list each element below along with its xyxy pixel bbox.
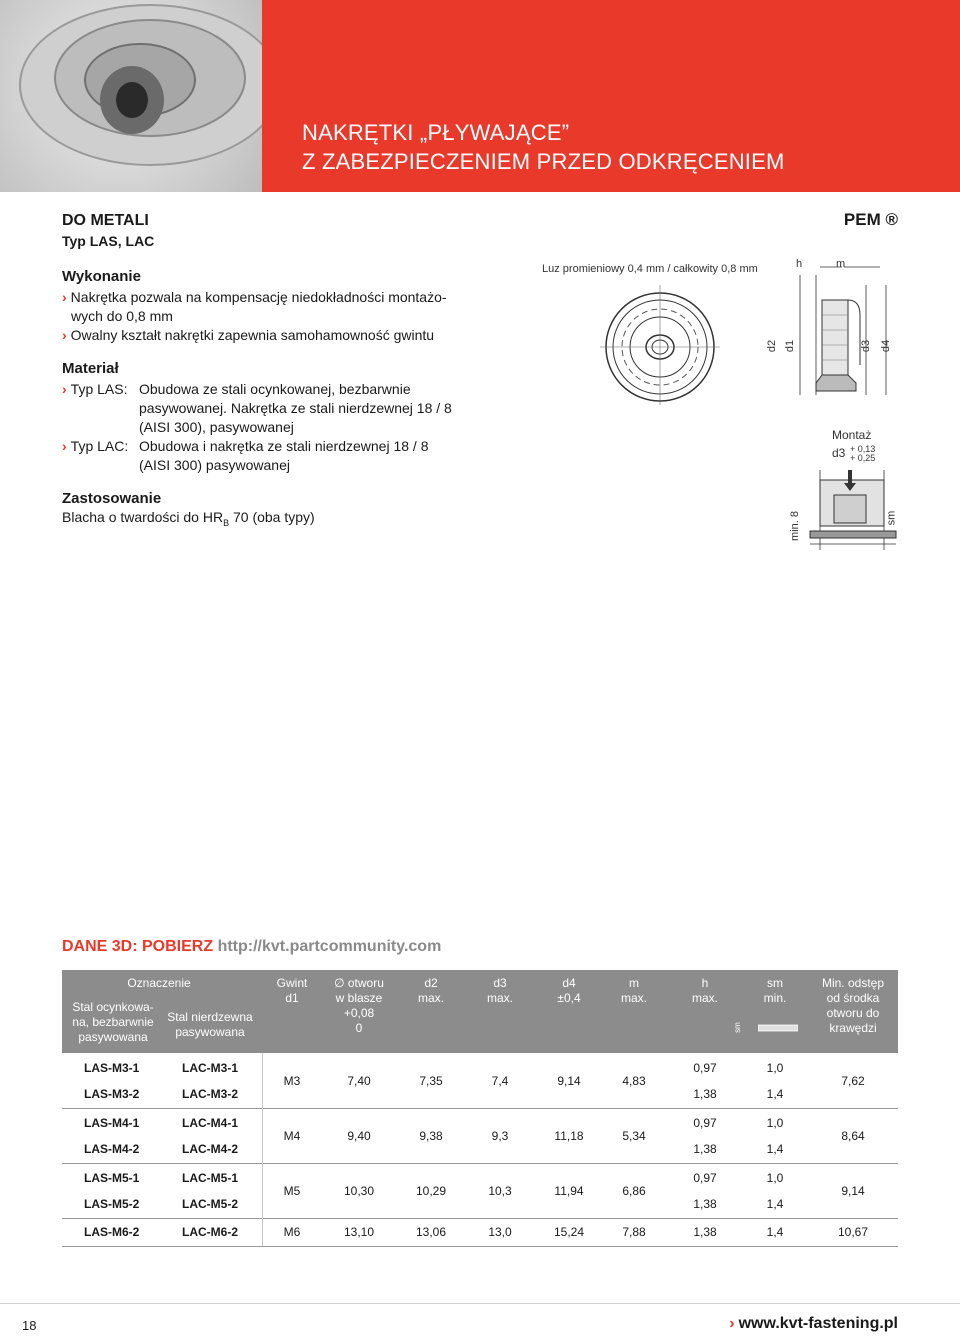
header-m: m max. bbox=[620, 976, 647, 1005]
code-lac: LAC-M6-2 bbox=[182, 1225, 238, 1239]
cell-d2: 9,38 bbox=[419, 1129, 443, 1143]
code-las: LAS-M5-1 bbox=[84, 1171, 140, 1185]
cell-d3: 9,3 bbox=[491, 1129, 509, 1143]
code-lac: LAC-M5-1 bbox=[182, 1171, 238, 1185]
bullet-icon: › bbox=[62, 438, 67, 454]
wykonanie-list bbox=[62, 288, 532, 345]
cell-min: 8,64 bbox=[841, 1129, 865, 1143]
header-d2: d2 max. bbox=[417, 976, 444, 1005]
section-subtitle: Typ LAS, LAC bbox=[62, 233, 155, 249]
table-row-group-m5 bbox=[62, 1163, 898, 1218]
code-las: LAS-M4-1 bbox=[84, 1116, 140, 1130]
cell-h: 0,97 bbox=[693, 1171, 717, 1185]
cell-d4: 11,94 bbox=[554, 1184, 584, 1198]
header-otwor: ∅ otworu w blasze +0,08 0 bbox=[334, 976, 384, 1035]
code-lac: LAC-M5-2 bbox=[182, 1197, 238, 1211]
cell-gwint: M6 bbox=[283, 1225, 301, 1239]
header-d4: d4 ±0,4 bbox=[557, 976, 581, 1005]
cell-m: 7,88 bbox=[622, 1225, 646, 1239]
header-min-odstep: Min. odstęp od środka otworu do krawędzi bbox=[821, 976, 885, 1035]
cell-d4: 15,24 bbox=[553, 1225, 585, 1239]
header-stal-ocynkowana: Stal ocynkowa- na, bezbarwnie pasywowana bbox=[72, 1000, 154, 1044]
cell-m: 4,83 bbox=[622, 1074, 646, 1088]
zastosowanie-heading: Zastosowanie bbox=[62, 490, 162, 507]
code-las: LAS-M6-2 bbox=[84, 1225, 140, 1239]
tolerance-plus: + 0,13 bbox=[850, 444, 876, 454]
cell-sm: 1,4 bbox=[766, 1087, 784, 1101]
header-oznaczenie: Oznaczenie bbox=[127, 976, 191, 990]
montaz-d3: d3 bbox=[832, 446, 846, 460]
montaz-label: Montaż bbox=[832, 428, 872, 442]
code-lac: LAC-M4-2 bbox=[182, 1142, 238, 1156]
cell-otwor: 13,10 bbox=[343, 1225, 375, 1239]
cell-h: 1,38 bbox=[693, 1225, 717, 1239]
wykonanie-heading: Wykonanie bbox=[62, 268, 141, 285]
header-sm: sm min. bbox=[763, 976, 787, 1005]
code-las: LAS-M3-2 bbox=[84, 1087, 140, 1101]
cell-sm: 1,4 bbox=[766, 1142, 784, 1156]
cell-m: 6,86 bbox=[622, 1184, 646, 1198]
footer-site[interactable]: › www.kvt-fastening.pl bbox=[729, 1315, 898, 1332]
cell-d2: 13,06 bbox=[415, 1225, 447, 1239]
cell-h: 1,38 bbox=[693, 1142, 717, 1156]
bullet-icon: › bbox=[62, 289, 67, 305]
cell-sm: 1,0 bbox=[766, 1171, 784, 1185]
code-las: LAS-M4-2 bbox=[84, 1142, 140, 1156]
cell-d3: 13,0 bbox=[488, 1225, 512, 1239]
label-d1: d1 bbox=[784, 339, 797, 353]
wykonanie-item: › Owalny kształt nakrętki zapewnia samohamowność gwintu bbox=[62, 327, 435, 343]
cell-min: 9,14 bbox=[841, 1184, 865, 1198]
table-row-group-m4 bbox=[62, 1108, 898, 1163]
wykonanie-item: › Nakrętka pozwala na kompensację niedokładności montażo- bbox=[62, 289, 447, 305]
cell-d2: 10,29 bbox=[415, 1184, 447, 1198]
product-photo bbox=[0, 0, 262, 192]
bullet-icon: › bbox=[62, 327, 67, 343]
col-divider bbox=[262, 1053, 263, 1246]
page-title-line2: Z ZABEZPIECZENIEM PRZED ODKRĘCENIEM bbox=[302, 149, 785, 174]
cell-min: 7,62 bbox=[841, 1074, 865, 1088]
wykonanie-item-cont: wych do 0,8 mm bbox=[71, 308, 173, 324]
section-title: DO METALI bbox=[62, 212, 149, 229]
page-number: 18 bbox=[22, 1318, 37, 1333]
header-gwint: Gwint d1 bbox=[276, 976, 308, 1005]
table-row-group-m3 bbox=[62, 1053, 898, 1108]
code-lac: LAC-M3-1 bbox=[182, 1061, 238, 1075]
sm-icon-label: sm bbox=[732, 1022, 742, 1033]
drawing-caption: Luz promieniowy 0,4 mm / całkowity 0,8 mm bbox=[542, 263, 758, 275]
cell-d3: 10,3 bbox=[488, 1184, 512, 1198]
nut-top-view-drawing bbox=[600, 285, 720, 405]
label-d2: d2 bbox=[766, 339, 779, 353]
cell-d3: 7,4 bbox=[491, 1074, 509, 1088]
bullet-icon: › bbox=[62, 381, 67, 397]
row-divider bbox=[62, 1246, 898, 1247]
label-d4: d4 bbox=[880, 339, 893, 353]
cell-otwor: 9,40 bbox=[347, 1129, 371, 1143]
cell-sm: 1,4 bbox=[766, 1225, 784, 1239]
cell-m: 5,34 bbox=[622, 1129, 646, 1143]
brand-label: PEM ® bbox=[843, 210, 898, 229]
footer-divider bbox=[0, 1303, 960, 1304]
material-list: › Typ LAS: Obudowa ze stali ocynkowanej, bezbarwnie pasywowanej. Nakrętka ze stali nierdzewnej 18 / 8 (AISI 300), pasywowanej › Typ LAC: Obudowa i nakrętka ze stali nierdzewnej 18 / 8 (AISI 300) pasywowanej bbox=[62, 381, 452, 473]
lac-label: Typ LAC: bbox=[70, 438, 129, 454]
material-heading: Materiał bbox=[62, 360, 119, 377]
table-row-group-m6 bbox=[62, 1218, 898, 1246]
cell-otwor: 10,30 bbox=[343, 1184, 375, 1198]
cell-d2: 7,35 bbox=[419, 1074, 443, 1088]
bullet-icon: › bbox=[729, 1315, 735, 1332]
code-las: LAS-M3-1 bbox=[84, 1061, 140, 1075]
sm-icon bbox=[758, 1022, 798, 1037]
cell-sm: 1,0 bbox=[766, 1061, 784, 1075]
tolerance-minus: + 0,25 bbox=[850, 453, 876, 463]
download-label: DANE 3D: POBIERZ bbox=[62, 938, 214, 955]
cell-sm: 1,0 bbox=[766, 1116, 784, 1130]
cell-min: 10,67 bbox=[837, 1225, 869, 1239]
header-stal-nierdzewna: Stal nierdzewna pasywowana bbox=[167, 1010, 253, 1039]
download-line bbox=[62, 938, 441, 956]
download-link[interactable]: http://kvt.partcommunity.com bbox=[217, 938, 442, 955]
cell-sm: 1,4 bbox=[766, 1197, 784, 1211]
cell-h: 1,38 bbox=[693, 1197, 717, 1211]
header-d3: d3 max. bbox=[486, 976, 513, 1005]
cell-gwint: M5 bbox=[283, 1184, 301, 1198]
las-label: Typ LAS: bbox=[70, 381, 128, 397]
header-h: h max. bbox=[691, 976, 718, 1005]
nut-section-drawing bbox=[760, 255, 900, 405]
label-d3: d3 bbox=[860, 339, 873, 353]
label-min8: min. 8 bbox=[788, 511, 801, 541]
cell-d4: 9,14 bbox=[557, 1074, 581, 1088]
label-m: m bbox=[836, 258, 846, 270]
cell-gwint: M4 bbox=[283, 1129, 301, 1143]
cell-h: 0,97 bbox=[693, 1116, 717, 1130]
zastosowanie-text: Blacha o twardości do $HR_B$ 70 (oba typy) bbox=[62, 509, 315, 528]
label-h: h bbox=[796, 258, 803, 270]
code-lac: LAC-M3-2 bbox=[182, 1087, 238, 1101]
cell-otwor: 7,40 bbox=[347, 1074, 371, 1088]
cell-h: 0,97 bbox=[693, 1061, 717, 1075]
cell-d4: 11,18 bbox=[554, 1129, 584, 1143]
cell-h: 1,38 bbox=[693, 1087, 717, 1101]
page-title-line1: NAKRĘTKI „PŁYWAJĄCE” bbox=[302, 120, 570, 145]
table-header bbox=[62, 970, 898, 1053]
code-lac: LAC-M4-1 bbox=[182, 1116, 238, 1130]
code-las: LAS-M5-2 bbox=[84, 1197, 140, 1211]
label-sm: sm bbox=[885, 510, 898, 526]
cell-gwint: M3 bbox=[283, 1074, 301, 1088]
